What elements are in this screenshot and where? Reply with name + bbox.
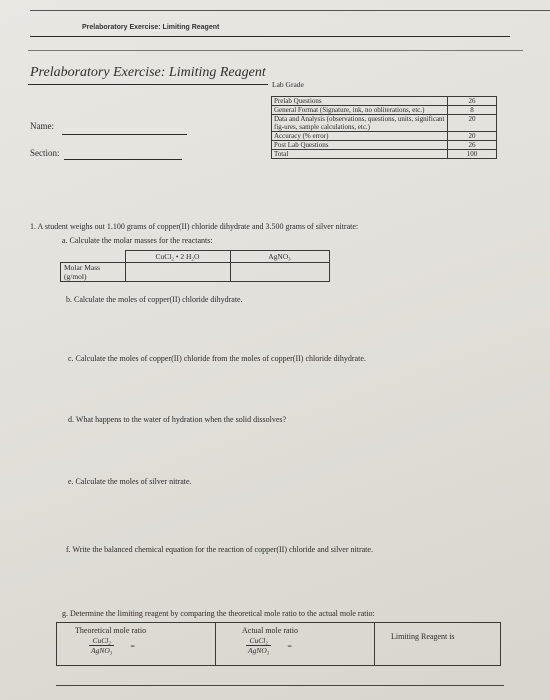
grade-item: Data and Analysis (observations, questions, units, significant fig-ures, sample calculations, etc.) (272, 115, 448, 132)
limiting-reagent-heading: Limiting Reagent is (391, 632, 455, 641)
actual-ratio-heading: Actual mole ratio (242, 626, 298, 635)
lab-grade-heading: Lab Grade (272, 80, 304, 89)
equals-sign: = (287, 642, 292, 651)
theoretical-fraction (89, 636, 114, 655)
question-1g: g. Determine the limiting reagent by comparing the theoretical mole ratio to the actual mole ratio: (62, 609, 375, 618)
actual-fraction (246, 636, 271, 655)
equals-sign: = (130, 642, 135, 651)
grade-item: Prelab Questions (272, 97, 448, 106)
question-1f: f. Write the balanced chemical equation for the reaction of copper(II) chloride and silver nitrate. (66, 545, 373, 554)
grade-points: 20 (448, 132, 497, 141)
name-field[interactable] (62, 134, 187, 135)
molar-row-label-2: (g/mol) (64, 272, 87, 281)
page-title: Prelaboratory Exercise: Limiting Reagent (30, 65, 266, 80)
header-rule-2 (28, 50, 523, 51)
grade-row (272, 132, 497, 141)
molar-mass-table (60, 250, 330, 282)
grade-item: Accuracy (% error) (272, 132, 448, 141)
grade-row (272, 115, 497, 132)
bottom-rule (56, 685, 504, 686)
fraction-denominator: AgNO₃ (91, 646, 113, 655)
mole-ratio-table (56, 622, 501, 666)
question-1e: e. Calculate the moles of silver nitrate. (68, 477, 192, 486)
molar-col-agno3: AgNO₃ (230, 251, 329, 263)
grade-item: Post Lab Questions (272, 141, 448, 150)
theoretical-ratio-cell[interactable] (57, 623, 216, 666)
molar-row-label (61, 263, 126, 282)
molar-col-cucl2: CuCl₂ • 2 H₂O (125, 251, 230, 263)
running-header: Prelaboratory Exercise: Limiting Reagent (82, 24, 220, 31)
title-underline (28, 84, 268, 85)
grade-row (272, 141, 497, 150)
fraction-numerator: CuCl₂ (246, 636, 271, 646)
grade-item: Total (272, 150, 448, 159)
grade-row (272, 150, 497, 159)
question-1d: d. What happens to the water of hydration when the solid dissolves? (68, 415, 287, 424)
molar-cell-agno3[interactable] (230, 263, 329, 282)
molar-cell-cucl2[interactable] (125, 263, 230, 282)
section-label: Section: (30, 148, 60, 158)
grade-points: 100 (448, 150, 497, 159)
theoretical-ratio-heading: Theoretical mole ratio (75, 626, 147, 635)
grade-points: 20 (448, 115, 497, 132)
question-1b: b. Calculate the moles of copper(II) chloride dihydrate. (66, 295, 243, 304)
top-edge-rule (30, 10, 550, 11)
actual-ratio-cell[interactable] (216, 623, 375, 666)
section-field[interactable] (64, 159, 182, 160)
grade-item: General Format (Signature, ink, no obliterations, etc.) (272, 106, 448, 115)
fraction-denominator: AgNO₃ (248, 646, 270, 655)
limiting-reagent-cell[interactable] (375, 623, 501, 666)
grade-points: 26 (448, 141, 497, 150)
fraction-numerator: CuCl₂ (89, 636, 114, 646)
header-rule (30, 36, 510, 37)
name-label: Name: (30, 121, 54, 131)
question-1: 1. A student weighs out 1.100 grams of copper(II) chloride dihydrate and 3.500 grams of silver nitrate: (30, 222, 359, 231)
lab-grade-table (271, 96, 497, 159)
question-1a: a. Calculate the molar masses for the reactants: (62, 236, 213, 245)
grade-points: 26 (448, 97, 497, 106)
molar-row-label-1: Molar Mass (64, 263, 101, 272)
grade-row (272, 97, 497, 106)
grade-row (272, 106, 497, 115)
grade-points: 8 (448, 106, 497, 115)
question-1c: c. Calculate the moles of copper(II) chloride from the moles of copper(II) chloride dihydrate. (68, 354, 366, 363)
